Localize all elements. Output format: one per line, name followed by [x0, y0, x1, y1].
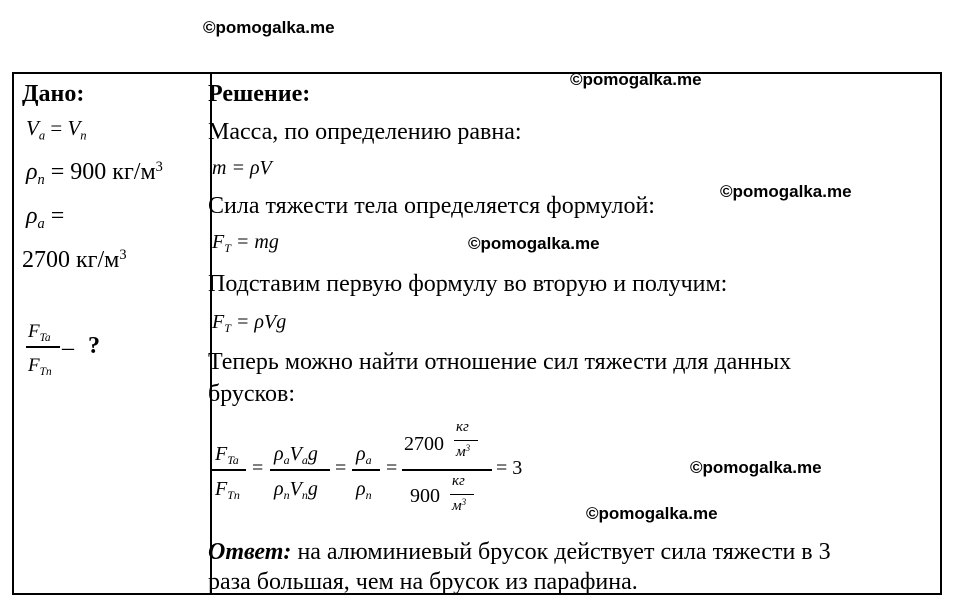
given-density-paraffin: $\rho_n = 900$ $кг/м^3$: [26, 159, 163, 189]
ratio-unit-bar-top: [454, 440, 478, 441]
given-heading: Дано:: [22, 81, 85, 107]
given-density-aluminum-value: 2700 $кг/м^3$: [22, 247, 127, 273]
ratio-value-900: 900: [410, 485, 440, 507]
ratio-equals-2: =: [335, 457, 347, 479]
given-volume-equality: $V_a = V_n$: [26, 116, 87, 143]
solution-line-3: Подставим первую формулу во вторую и получим:: [208, 271, 728, 297]
problem-table: [12, 72, 942, 595]
ratio-f1-denominator: $F_{Tn}$: [215, 478, 240, 503]
ratio-f1-numerator: $F_{Ta}$: [215, 443, 239, 468]
formula-combined: $F_T = \rho Vg$: [212, 311, 287, 336]
solution-line-4b: брусков:: [208, 381, 295, 407]
watermark: ©pomogalka.me: [570, 70, 702, 89]
solution-line-4a: Теперь можно найти отношение сил тяжести для данных: [208, 349, 792, 375]
ratio-unit-m3-bottom: $м^3$: [452, 497, 467, 514]
ratio-f2-bar: [270, 469, 330, 471]
ratio-f2-denominator: $\rho_nV_ng$: [274, 478, 318, 503]
find-denominator: $F_{Tn}$: [28, 355, 52, 378]
ratio-unit-m3-top: $м^3$: [456, 443, 471, 460]
find-dash: –: [62, 335, 74, 361]
ratio-unit-kg-top: кг: [456, 419, 469, 435]
find-question-mark: ?: [88, 333, 100, 359]
answer-line-1: [208, 540, 831, 564]
find-fraction-bar: [26, 346, 60, 348]
ratio-unit-kg-bottom: кг: [452, 473, 465, 489]
solution-heading: Решение:: [208, 81, 311, 107]
find-numerator: $F_{Ta}$: [28, 321, 51, 344]
solution-line-1: Масса, по определению равна:: [208, 119, 522, 145]
ratio-f4-bar: [402, 469, 492, 471]
watermark: ©pomogalka.me: [720, 182, 852, 201]
ratio-value-2700: 2700: [404, 433, 444, 455]
watermark: ©pomogalka.me: [468, 234, 600, 253]
formula-gravity: $F_T$ = mg: [212, 231, 279, 256]
ratio-f3-bar: [352, 469, 380, 471]
ratio-equals-1: =: [252, 457, 264, 479]
watermark: ©pomogalka.me: [203, 18, 335, 37]
ratio-unit-bar-bottom: [450, 494, 474, 495]
ratio-f3-denominator: $\rho_n$: [356, 478, 372, 503]
watermark: ©pomogalka.me: [586, 504, 718, 523]
ratio-equals-3: =: [386, 457, 398, 479]
ratio-f1-bar: [212, 469, 246, 471]
answer-line-2: раза большая, чем на брусок из парафина.: [208, 569, 638, 595]
answer-text-1: на алюминиевый брусок действует сила тяжести в 3: [291, 539, 831, 565]
given-density-aluminum: $\rho_a$ =: [26, 203, 65, 233]
ratio-f2-numerator: $\rho_aV_ag$: [274, 443, 318, 468]
formula-mass: m = ρV: [212, 157, 272, 179]
ratio-result: = 3: [496, 457, 523, 479]
solution-line-2: Сила тяжести тела определяется формулой:: [208, 193, 655, 219]
ratio-f3-numerator: $\rho_a$: [356, 443, 372, 468]
watermark: ©pomogalka.me: [690, 458, 822, 477]
answer-label: Ответ:: [208, 539, 292, 565]
